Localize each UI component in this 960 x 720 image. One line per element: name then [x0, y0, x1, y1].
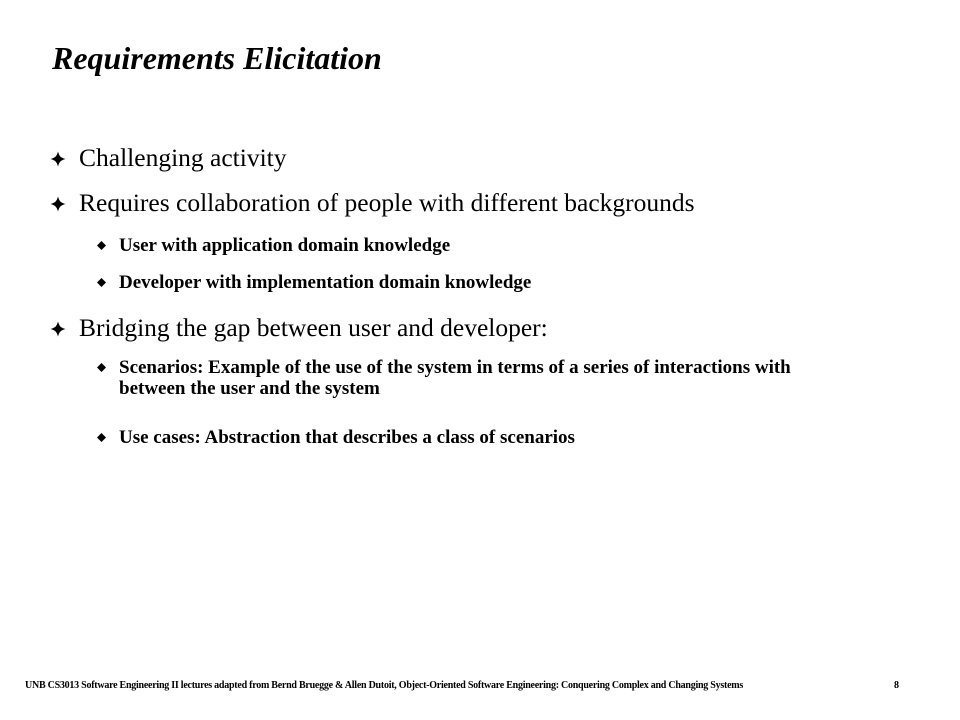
bullet-item [50, 313, 548, 343]
small-diamond-bullet-icon [97, 278, 106, 287]
bullet-text: Bridging the gap between user and developer: [79, 313, 548, 342]
small-diamond-bullet-icon [97, 433, 106, 442]
small-diamond-bullet-icon [97, 363, 106, 372]
small-diamond-bullet-icon [97, 241, 106, 250]
slide-footer: UNB CS3013 Software Engineering II lectures adapted from Bernd Bruegge & Allen Dutoit, Object-Oriented Software Engineering: Conquering Complex and Changing Systems [25, 680, 743, 691]
sub-bullet-text: Scenarios: Example of the use of the system in terms of a series of interactions with between the user and the system [119, 357, 791, 399]
sub-bullet-text: Developer with implementation domain knowledge [119, 272, 532, 293]
page-number: 8 [894, 680, 899, 691]
sub-bullet-item [97, 427, 857, 448]
diamond-bullet-icon [50, 151, 66, 167]
diamond-bullet-icon [50, 196, 66, 212]
sub-bullet-item [97, 272, 857, 293]
bullet-text: Requires collaboration of people with different backgrounds [79, 188, 695, 217]
sub-bullet-text: User with application domain knowledge [119, 235, 451, 256]
sub-bullet-text: Use cases: Abstraction that describes a class of scenarios [119, 427, 575, 448]
bullet-item [50, 188, 695, 218]
bullet-item [50, 143, 287, 173]
sub-bullet-item [97, 235, 857, 256]
sub-bullet-item [97, 357, 857, 399]
slide-title: Requirements Elicitation [52, 40, 382, 76]
diamond-bullet-icon [50, 321, 66, 337]
bullet-text: Challenging activity [79, 143, 287, 172]
